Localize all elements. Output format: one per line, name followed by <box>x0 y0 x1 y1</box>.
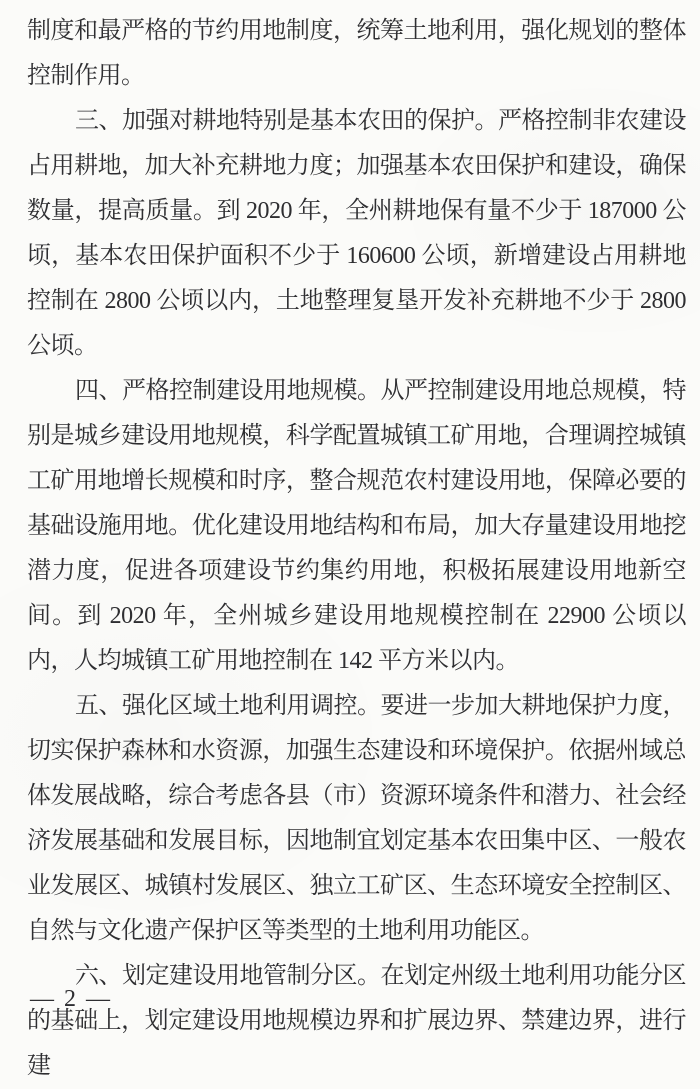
paragraph-4-construction-land-control: 四、严格控制建设用地规模。从严控制建设用地总规模，特别是城乡建设用地规模，科学配置城镇工矿用地，合理调控城镇工矿用地增长规模和时序，整合规范农村建设用地，保障必要的基础设施用地。优化建设用地结构和布局，加大存量建设用地挖潜力度，促进各项建设节约集约用地，积极拓展建设用地新空间。到 2020 年，全州城乡建设用地规模控制在 22900 公顷以内，人均城镇工矿用地控制在 142 平方米以内。 <box>27 378 686 674</box>
paragraph-3-farmland-protection: 三、加强对耕地特别是基本农田的保护。严格控制非农建设占用耕地，加大补充耕地力度；加强基本农田保护和建设，确保数量，提高质量。到 2020 年，全州耕地保有量不少于 187000 公顷，基本农田保护面积不少于 160600 公顷，新增建设占用耕地控制在 2800 公顷以内，土地整理复垦开发补充耕地不少于 2800 公顷。 <box>27 108 686 359</box>
paragraph-continuation: 制度和最严格的节约用地制度，统筹土地利用，强化规划的整体控制作用。 <box>27 18 686 89</box>
document-body <box>27 9 686 1089</box>
paragraph-6-construction-zoning: 六、划定建设用地管制分区。在划定州级土地利用功能分区的基础上，划定建设用地规模边界和扩展边界、禁建边界，进行建 <box>27 963 686 1079</box>
paragraph-5-regional-land-use: 五、强化区域土地利用调控。要进一步加大耕地保护力度，切实保护森林和水资源，加强生态建设和环境保护。依据州域总体发展战略，综合考虑各县（市）资源环境条件和潜力、社会经济发展基础和发展目标，因地制宜划定基本农田集中区、一般农业发展区、城镇村发展区、独立工矿区、生态环境安全控制区、自然与文化遗产保护区等类型的土地利用功能区。 <box>27 693 686 944</box>
page-number: — 2 — <box>30 986 112 1012</box>
